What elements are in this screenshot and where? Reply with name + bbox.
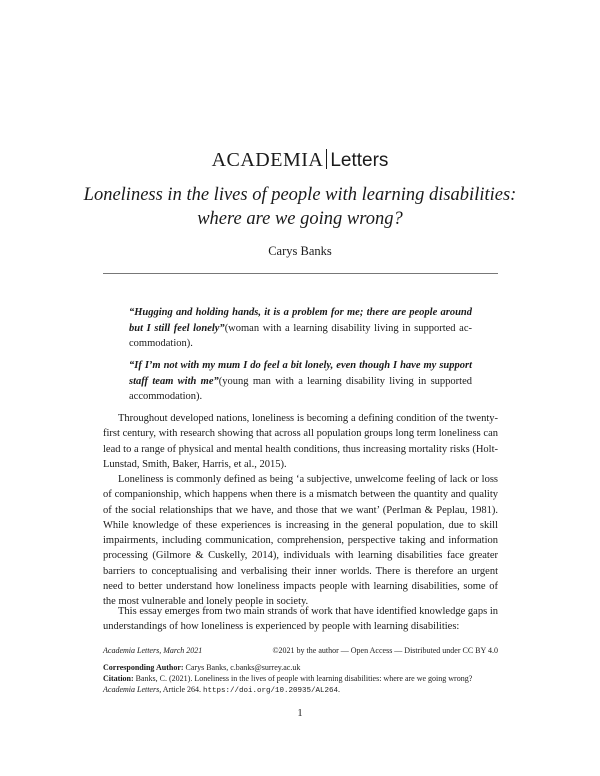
quote-text: “If I’m not with my mum I do feel a bit lonely, even though I have my support staff team with me” bbox=[129, 360, 472, 387]
journal-masthead bbox=[0, 148, 600, 173]
article-title: Loneliness in the lives of people with learning disabilities: where are we going wrong? bbox=[83, 185, 517, 229]
section-name: Letters bbox=[330, 150, 389, 171]
license-text: ©2021 by the author — Open Access — Distributed under CC BY 4.0 bbox=[272, 646, 498, 655]
masthead-divider bbox=[326, 149, 327, 169]
body-paragraph: Throughout developed nations, loneliness is becoming a defining condition of the twenty-first century, with research showing that across all population groups long term loneliness can lead to a range of physical and mental health conditions, thus increasing mortality risks (Holt-Lunstad, Smith, Baker, Harris, et al., 2015). bbox=[103, 413, 498, 470]
article-footer bbox=[103, 645, 498, 697]
journal-issue: Academia Letters, March 2021 bbox=[103, 646, 203, 655]
corresponding-author: Corresponding Author: Carys Banks, c.banks@surrey.ac.uk bbox=[103, 663, 301, 672]
corresponding-author-contact[interactable]: Carys Banks, c.banks@surrey.ac.uk bbox=[185, 663, 301, 672]
author-name: Carys Banks bbox=[268, 244, 332, 258]
quote-attribution: (woman with a learning disability living in supported ac-commodation). bbox=[129, 322, 473, 349]
quote-text: “Hugging and holding hands, it is a problem for me; there are people around but I still feel lonely” bbox=[129, 307, 472, 334]
title-divider bbox=[103, 273, 498, 274]
epigraph-quote bbox=[129, 358, 472, 405]
body-paragraph: This essay emerges from two main strands of work that have identified knowledge gaps in understandings of how loneliness is experienced by people with learning disabilities: bbox=[103, 606, 498, 633]
body-paragraph: Loneliness is commonly defined as being ‘a subjective, unwelcome feeling of lack or loss of companionship, which happens when there is a mismatch between the quantity and quality of the social relationships that we have, and those that we want’ (Perlman & Peplau, 1981). While knowledge of these experiences is increasing in the general population, due to skill impairments, including communication, comprehension, perspective taking and information processing (Gilmore & Cuskelly, 2014), individuals with learning disabilities face greater barriers to conceptualising and verbalising their inner worlds. There is therefore an urgent need to better understand how loneliness impacts people with learning disabilities, some of the most vulnerable and lonely people in society. bbox=[103, 474, 498, 608]
quote-attribution: (young man with a learning disability living in supported accommodation). bbox=[129, 375, 473, 402]
page-number: 1 bbox=[297, 708, 303, 719]
epigraph-quote bbox=[129, 305, 472, 352]
doi-link[interactable]: https://doi.org/10.20935/AL264 bbox=[203, 687, 339, 695]
citation: Citation: Banks, C. (2021). Loneliness in the lives of people with learning disabilities: where are we going wrong? Academia Letters, Article 264. https://doi.org/10.20935/AL264. bbox=[103, 674, 473, 695]
brand-name: ACADEMIA bbox=[211, 149, 324, 171]
